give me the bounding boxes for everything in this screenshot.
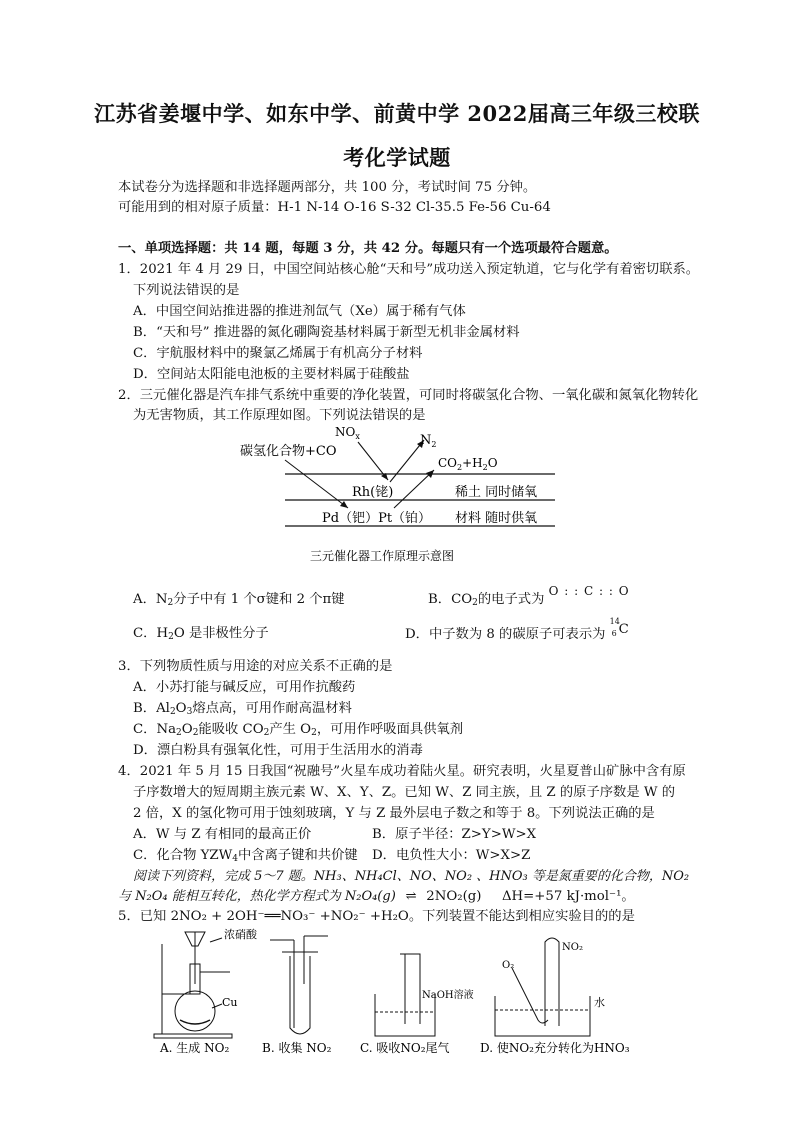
- reading-line1: 阅读下列资料，完成 5～7 题。NH₃、NH₄Cl、NO、NO₂ 、HNO₃ 等是氮重要的化合物，NO₂: [133, 869, 690, 884]
- apparatus-b-caption: B. 收集 NO₂: [262, 1041, 332, 1055]
- q3-stem: 3．下列物质性质与用途的对应关系不正确的是: [118, 659, 393, 674]
- arrow-n2-out: [390, 440, 424, 482]
- apparatus-a-acid-label: 浓硝酸: [224, 928, 257, 941]
- catalyst-diagram: [240, 422, 570, 572]
- q4-option-d: D．电负性大小：W>X>Z: [372, 848, 531, 863]
- q2-option-c: C．$H_2O$ 是非极性分子: [133, 626, 269, 642]
- intro-line1: 本试卷分为选择题和非选择题两部分，共 100 分，考试时间 75 分钟。: [118, 180, 537, 195]
- q3-option-a: A．小苏打能与碱反应，可用作抗酸药: [133, 680, 356, 695]
- apparatus-c-naoh-label: NaOH溶液: [422, 990, 474, 1001]
- section1-heading: 一、单项选择题：共 14 题，每题 3 分，共 42 分。每题只有一个选项最符合题意。: [118, 241, 618, 256]
- q1-option-d: D．空间站太阳能电池板的主要材料属于硅酸盐: [133, 367, 410, 382]
- q4-option-c: C．化合物 $YZW_4$中含离子键和共价键: [133, 848, 358, 864]
- q2-stem-line2: 为无害物质，其工作原理如图。下列说法错误的是: [133, 408, 426, 423]
- arrow-co2-out: [394, 470, 434, 508]
- q1-stem-line1: 1．2021 年 4 月 29 日，中国空间站核心舱“天和号”成功送入预定轨道，它与化学有着密切联系。: [118, 262, 700, 277]
- apparatus-d-no2-label: NO₂: [562, 942, 583, 953]
- q1-option-c: C．宇航服材料中的聚氯乙烯属于有机高分子材料: [133, 346, 423, 361]
- arrow-reactant-head: [340, 501, 348, 508]
- q4-option-a: A．W 与 Z 有相同的最高正价: [133, 827, 312, 842]
- q4-option-b: B．原子半径：Z>Y>W>X: [372, 827, 537, 842]
- apparatus-d-caption: D. 使NO₂充分转化为HNO₃: [480, 1041, 630, 1055]
- diagram-pdpt-label: Pd（钯）Pt（铂）: [322, 511, 432, 526]
- q3-option-b: B．$Al_2O_3$熔点高，可用作耐高温材料: [133, 701, 352, 717]
- q4-stem-line3: 2 倍，X 的氢化物可用于蚀刻玻璃，Y 与 Z 最外层电子数之和等于 8。下列说法正确的是: [133, 806, 655, 821]
- exam-title-line1: 江苏省姜堰中学、如东中学、前黄中学 2022届高三年级三校联: [94, 101, 700, 126]
- apparatus-a-caption: A. 生成 NO₂: [160, 1041, 230, 1055]
- q4-stem-line1: 4．2021 年 5 月 15 日我国“祝融号”火星车成功着陆火星。研究表明，火星夏普山矿脉中含有原: [118, 764, 686, 779]
- intro-line2: 可能用到的相对原子质量：H-1 N-14 O-16 S-32 Cl-35.5 Fe-56 Cu-64: [118, 200, 551, 215]
- diagram-rh-label: Rh(铑): [352, 485, 394, 500]
- q2-option-a: A．$N_2$分子中有 1 个σ键和 2 个π键: [133, 592, 345, 608]
- diagram-side-label1: 稀土 同时储氧: [455, 485, 538, 500]
- diagram-reactant-label: 碳氢化合物+CO: [240, 444, 337, 459]
- q2-option-d: D．中子数为 8 的碳原子可表示为 14 6 C: [405, 617, 629, 642]
- apparatus-a: [154, 932, 232, 1038]
- q1-stem-line2: 下列说法错误的是: [133, 283, 240, 298]
- carbon-nuclide: 14 6 C: [609, 617, 629, 638]
- q5-stem: 5．已知 2NO₂ + 2OH⁻══NO₃⁻ +NO₂⁻ +H₂O。下列装置不能达到相应实验目的的是: [118, 909, 635, 924]
- reading-line2: 与 N₂O₄ 能相互转化，热化学方程式为 N₂O₄(g) ⇌ 2NO₂(g) ΔH=+57 kJ·mol⁻¹。: [118, 889, 635, 904]
- apparatus-b: [270, 936, 328, 1034]
- diagram-caption: 三元催化器工作原理示意图: [310, 549, 455, 563]
- apparatus-a-cu-label: Cu: [222, 996, 238, 1009]
- diagram-products-label: $CO_2+H_2O$: [438, 456, 498, 472]
- apparatus-figures: [150, 924, 650, 1059]
- apparatus-c-caption: C. 吸收NO₂尾气: [360, 1041, 450, 1055]
- q1-option-b: B．“天和号” 推进器的氮化硼陶瓷基材料属于新型无机非金属材料: [133, 325, 520, 340]
- q4-stem-line2: 子序数增大的短周期主族元素 W、X、Y、Z。已知 W、Z 同主族，且 Z 的原子序数是 W 的: [133, 785, 676, 800]
- diagram-n2-label: $N_2$: [420, 433, 437, 449]
- diagram-nox-label: $NO_x$: [335, 425, 360, 441]
- q1-option-a: A．中国空间站推进器的推进剂氙气（Xe）属于稀有气体: [133, 304, 466, 319]
- exam-title-line2: 考化学试题: [343, 145, 451, 170]
- co2-electron-formula: O : : C : : O: [548, 584, 630, 598]
- apparatus-d-water-label: 水: [594, 996, 605, 1009]
- apparatus-d-o2-label: O₂: [502, 960, 515, 971]
- equilibrium-arrow-icon: ⇌: [405, 889, 417, 904]
- q2-stem-line1: 2．三元催化器是汽车排气系统中重要的净化装置，可同时将碳氢化合物、一氧化碳和氮氧化物转化: [118, 388, 699, 403]
- q3-option-d: D．漂白粉具有强氧化性，可用于生活用水的消毒: [133, 743, 423, 758]
- diagram-side-label2: 材料 随时供氧: [455, 511, 538, 526]
- arrow-reactant-in: [285, 460, 348, 508]
- q3-option-c: C．$Na_2O_2$能吸收 $CO_2$产生 $O_2$，可用作呼吸面具供氧剂: [133, 722, 464, 738]
- q2-option-b: B．$CO_2$的电子式为 O : : C : : O: [428, 584, 630, 608]
